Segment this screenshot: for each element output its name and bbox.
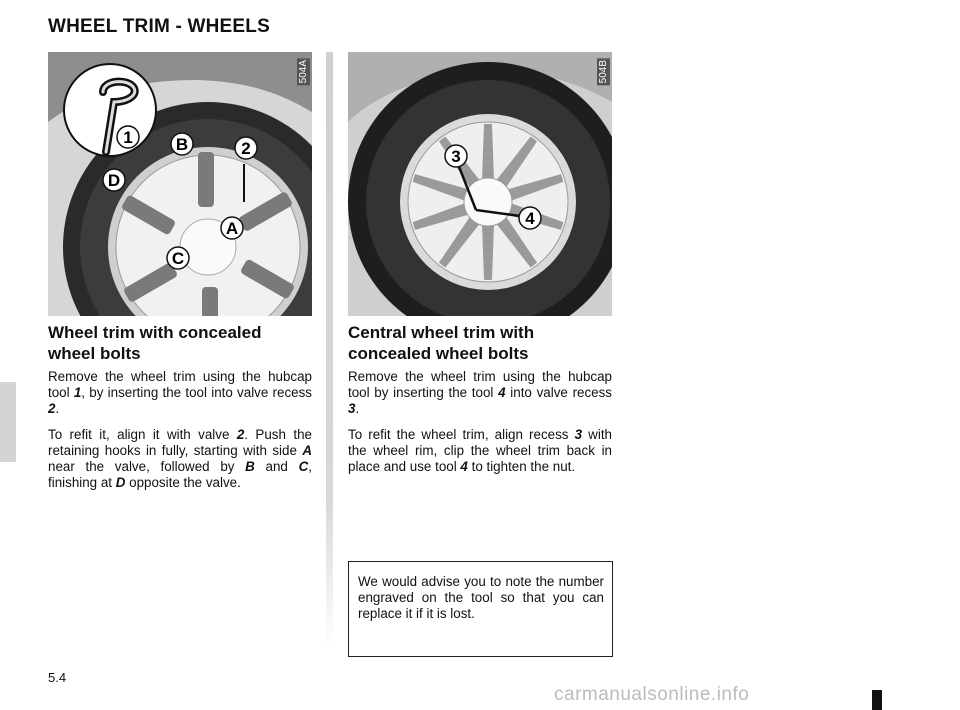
callout-a: A — [225, 219, 239, 238]
figure-code: 504A — [298, 60, 309, 84]
callout-b: B — [175, 135, 189, 154]
figure-wheel-trim — [48, 52, 312, 316]
central-wheel-trim-illustration — [348, 52, 612, 316]
callout-d: D — [107, 171, 121, 190]
callout-1: 1 — [123, 128, 133, 147]
callout-3: 3 — [451, 147, 461, 166]
section-title-central-trim: Central wheel trim with concealed wheel bolts — [348, 323, 535, 363]
page-number: 5.4 — [48, 670, 67, 685]
wheel-trim-illustration — [48, 52, 312, 316]
callout-4: 4 — [525, 209, 535, 228]
section-title-concealed-bolts: Wheel trim with concealed wheel bolts — [48, 323, 262, 363]
corner-mark — [872, 690, 882, 710]
watermark: carmanualsonline.info — [554, 684, 750, 705]
paragraph-remove-central: Remove the wheel trim using the hubcap tool by inserting the tool 4 into valve recess 3. — [348, 369, 613, 416]
paragraph-remove: Remove the wheel trim using the hubcap tool 1, by inserting the tool into valve recess 2. — [48, 369, 313, 416]
chapter-tab — [0, 382, 16, 462]
column-divider — [326, 52, 333, 648]
page-title: WHEEL TRIM - WHEELS — [48, 16, 270, 37]
paragraph-refit-central: To refit the wheel trim, align recess 3 with the wheel rim, clip the wheel trim back in place and use tool 4 to tighten the nut. — [348, 427, 612, 474]
callout-2: 2 — [241, 139, 251, 158]
note-box: We would advise you to note the number engraved on the tool so that you can replace it if it is lost. — [348, 561, 613, 657]
paragraph-refit: To refit it, align it with valve 2. Push the retaining hooks in fully, starting with side A near the valve, followed by B and C, finishing at D opposite the valve. — [48, 427, 312, 490]
callout-c: C — [171, 249, 185, 268]
figure-central-wheel-trim — [348, 52, 612, 316]
figure-code: 504B — [598, 60, 609, 84]
